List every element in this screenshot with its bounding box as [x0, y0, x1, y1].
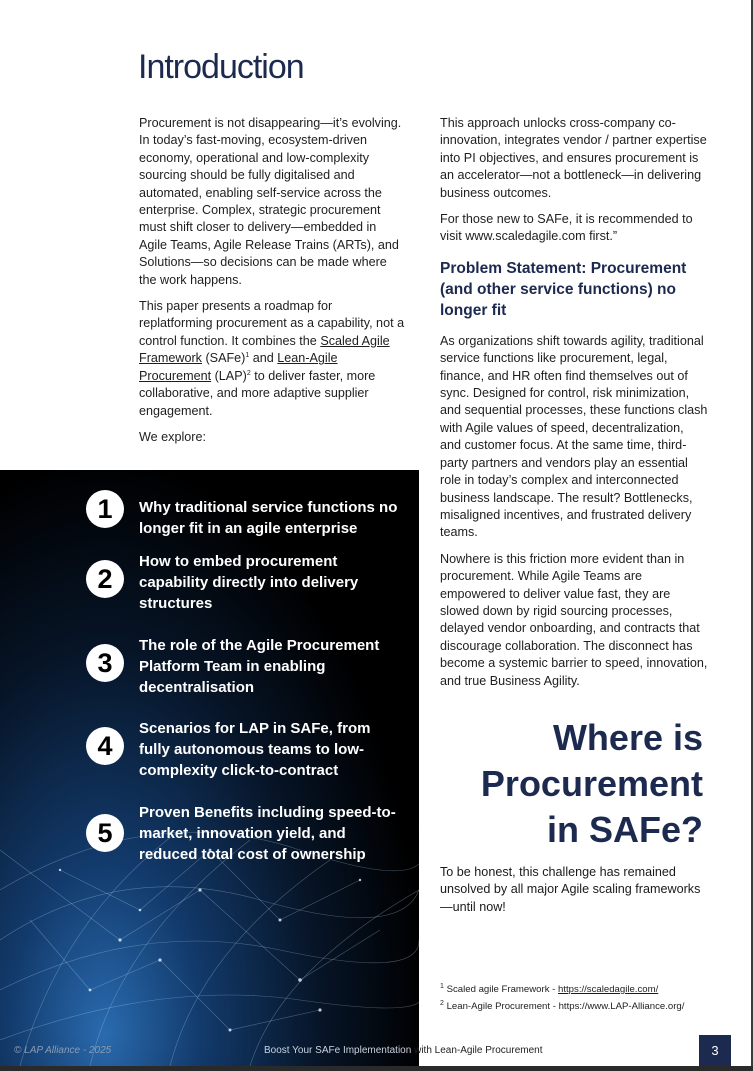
intro-paragraph-2: This paper presents a roadmap for replatforming procurement as a capability, not a control function. It combines the Scaled Agile Framework (SAFe)$^1$ and Lean-Agile Procurement (LAP)$^2$ to deliver faster, more collaborative, and more adaptive supplier engagement. [139, 299, 405, 418]
problem-paragraph-2: Nowhere is this friction more evident than in procurement. While Agile Teams are empowered to deliver value fast, they are slowed down by rigid sourcing processes, delayed vendor onboarding, and contracts that discourage collaboration. The disconnect has become a systemic barrier to speed, innovation, and true Business Agility. [440, 551, 708, 688]
explore-item-text: How to embed procurement capability directly into delivery structures [139, 553, 359, 612]
footnote-ref-1: 1 [245, 352, 250, 360]
explore-item-text: Proven Benefits including speed-to-market, innovation yield, and reduced total cost of ownership [139, 804, 396, 863]
footer-doc-title: Boost Your SAFe Implementation with Lean-Agile Procurement [264, 1045, 543, 1056]
number-badge: 5 [86, 814, 124, 852]
footer-copyright: © LAP Alliance - 2025 [14, 1045, 112, 1056]
new-to-safe-paragraph: For those new to SAFe, it is recommended to visit www.scaledagile.com first.” [440, 212, 693, 244]
problem-paragraph-1: As organizations shift towards agility, traditional service functions like procurement, legal, finance, and HR often find themselves out of sync. Designed for control, risk minimization, and sequential processes, these functions clash with Agile values of speed, decentralization, and customer focus. At the same time, third-party partners and vendors play an essential role in today’s complex and interconnected business landscape. The result? Bottlenecks, misaligned incentives, and frustrated delivery teams. [440, 333, 708, 540]
left-column [139, 115, 407, 455]
number-badge: 4 [86, 727, 124, 765]
problem-statement-heading: Problem Statement: Procurement (and other service functions) no longer fit [440, 259, 687, 319]
approach-paragraph: This approach unlocks cross-company co-innovation, integrates vendor / partner expertise into PI objectives, and ensures procurement is an accelerator—not a bottleneck—in delivering business outcomes. [440, 116, 707, 200]
where-is-procurement-heading: Where is Procurement in SAFe? [480, 717, 703, 850]
page-title: Introduction [138, 48, 304, 86]
footnote-2-link[interactable]: https://www.LAP-Alliance.org/ [558, 1001, 685, 1012]
footnote-ref-2: 2 [246, 369, 251, 377]
footnote-1: $^1$ Scaled agile Framework - https://scaledagile.com/ [440, 982, 659, 995]
bottom-edge [0, 1066, 753, 1071]
right-column [440, 115, 708, 699]
number-badge: 3 [86, 644, 124, 682]
footnote-2: $^2$ Lean-Agile Procurement - https://www.LAP-Alliance.org/ [440, 999, 685, 1012]
number-badge: 1 [86, 490, 124, 528]
number-badge: 2 [86, 560, 124, 598]
explore-panel [0, 470, 419, 1066]
honest-paragraph: To be honest, this challenge has remained unsolved by all major Agile scaling frameworks—until now! [440, 865, 701, 914]
intro-paragraph-1: Procurement is not disappearing—it’s evolving. In today’s fast-moving, ecosystem-driven economy, operational and low-complexity sourcing should be fully digitalised and automated, enabling self-service across the enterprise. Complex, strategic procurement must shift closer to delivery—embedded in Agile Teams, Agile Release Trains (ARTs), and Solutions—so decisions can be made where the work happens. [139, 116, 402, 287]
page-number: 3 [699, 1035, 731, 1066]
we-explore-text: We explore: [139, 429, 206, 444]
lap-link[interactable]: Lean-Agile Procurement [139, 351, 338, 383]
safe-link[interactable]: Scaled Agile Framework [139, 333, 390, 366]
explore-item-text: The role of the Agile Procurement Platform Team in enabling decentralisation [139, 637, 380, 696]
footnote-1-link[interactable]: https://scaledagile.com/ [558, 984, 659, 995]
explore-item-text: Scenarios for LAP in SAFe, from fully autonomous teams to low-complexity click-to-contract [139, 720, 371, 779]
explore-item-text: Why traditional service functions no longer fit in an agile enterprise [139, 499, 398, 537]
